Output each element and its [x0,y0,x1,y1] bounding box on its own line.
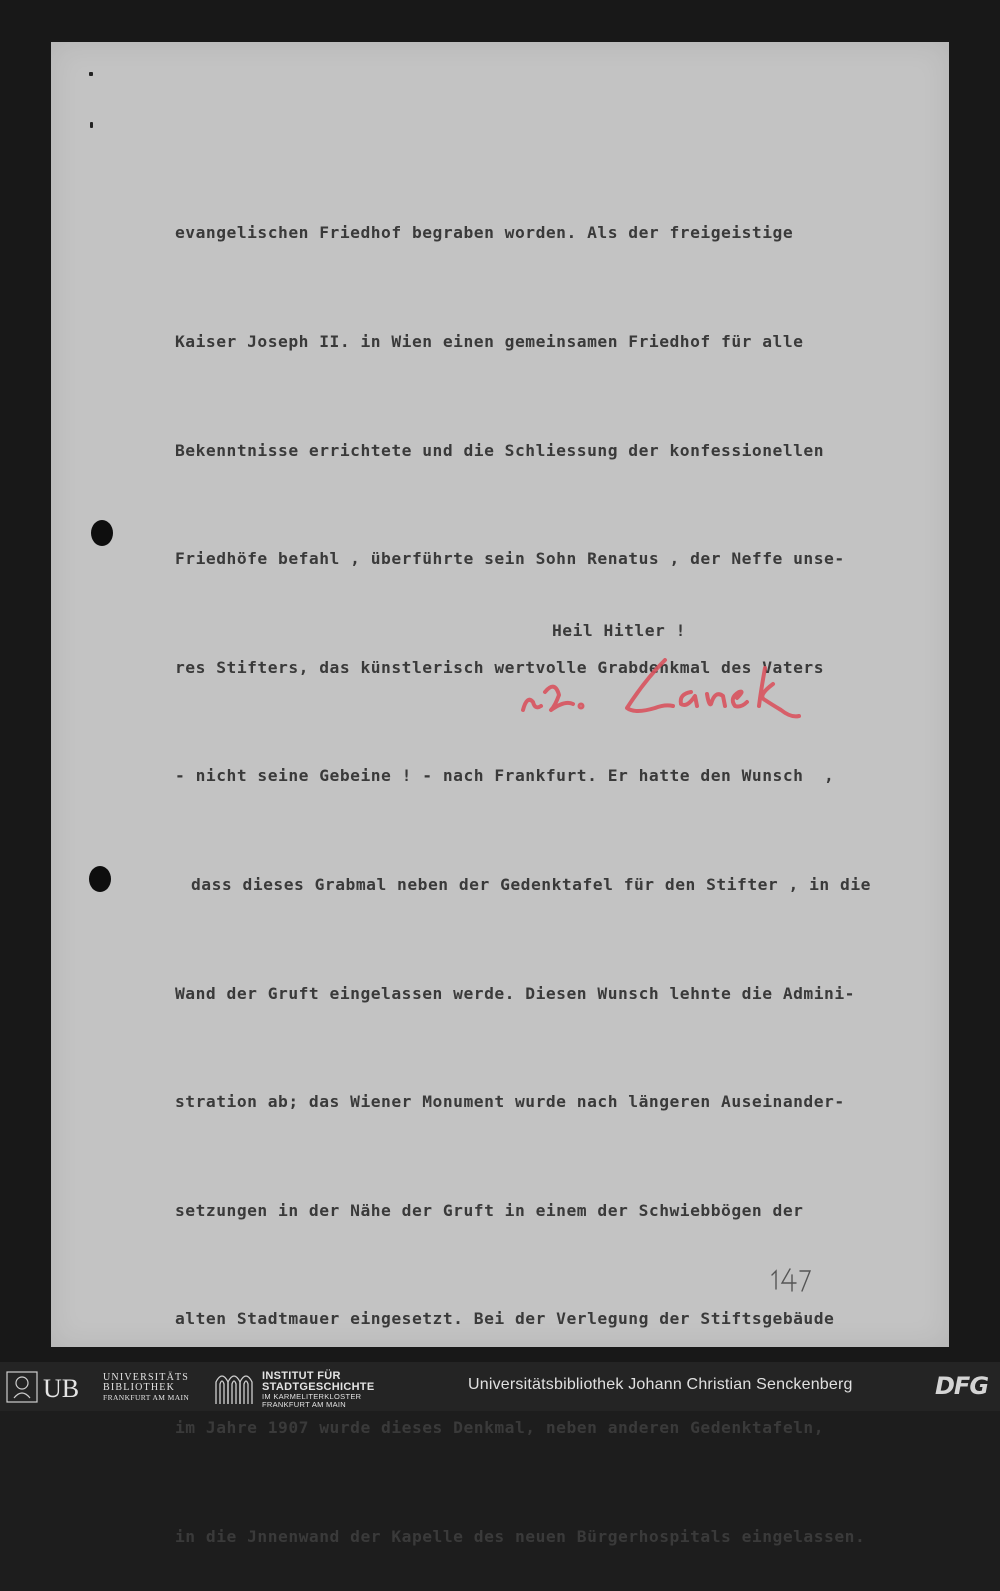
isg-logo-text [262,1371,374,1409]
folio-number [766,1265,816,1295]
text-line: dass dieses Grabmal neben der Gedenktafel für den Stifter , in die [191,874,871,894]
text-line: Bekenntnisse errichtete und die Schliessung der konfessionellen [175,440,825,460]
isg-line-1: INSTITUT FÜR [262,1370,341,1382]
isg-line-4: FRANKFURT AM MAIN [262,1400,346,1409]
punch-hole [89,866,111,892]
text-line: Wand der Gruft eingelassen werde. Diesen Wunsch lehnte die Admini- [175,983,855,1003]
text-line: alten Stadtmauer eingesetzt. Bei der Verlegung der Stiftsgebäude [175,1309,835,1329]
text-line: setzungen in der Nähe der Gruft in einem der Schwiebbögen der [175,1200,804,1220]
text-line: stration ab; das Wiener Monument wurde nach längeren Auseinander- [175,1092,845,1112]
isg-line-3: IM KARMELITERKLOSTER [262,1392,362,1401]
footer-bar [0,1362,1000,1411]
text-line: im Jahre 1907 wurde dieses Denkmal, neben anderen Gedenktafeln, [175,1417,825,1437]
handwritten-signature [515,640,805,740]
ub-library-logo[interactable] [5,1370,205,1404]
ub-line-2: BIBLIOTHEK [103,1382,175,1393]
text-line: in die Jnnenwand der Kapelle des neuen Bürgerhospitals eingelassen. [175,1526,866,1546]
text-line: Kaiser Joseph II. in Wien einen gemeinsamen Friedhof für alle [175,332,804,351]
ub-line-1: UNIVERSITÄTS [103,1372,190,1383]
punch-hole [91,520,113,546]
ub-mark-text: UB [43,1374,80,1403]
arches-icon [214,1368,256,1406]
library-name-link[interactable]: Universitätsbibliothek Johann Christian Senckenberg [468,1376,853,1393]
dfg-logo[interactable]: DFG [935,1372,989,1400]
ub-line-3: FRANKFURT AM MAIN [103,1393,190,1402]
closing-salutation: Heil Hitler ! [552,621,686,640]
text-line: evangelischen Friedhof begraben worden. Als der freigeistige [175,223,794,243]
text-line: res Stifters, das künstlerisch wertvolle Grabdenkmal des Vaters [175,657,825,677]
ub-crest-icon [5,1370,101,1404]
text-line: - nicht seine Gebeine ! - nach Frankfurt. Er hatte den Wunsch , [175,766,835,786]
paper-speck [89,72,93,76]
ub-logo-text [103,1373,189,1403]
text-line: Friedhöfe befahl , überführte sein Sohn Renatus , der Neffe unse- [175,549,845,569]
isg-line-2: STADTGESCHICHTE [262,1381,375,1393]
isg-institute-logo[interactable] [214,1368,454,1409]
paper-speck [90,122,93,128]
